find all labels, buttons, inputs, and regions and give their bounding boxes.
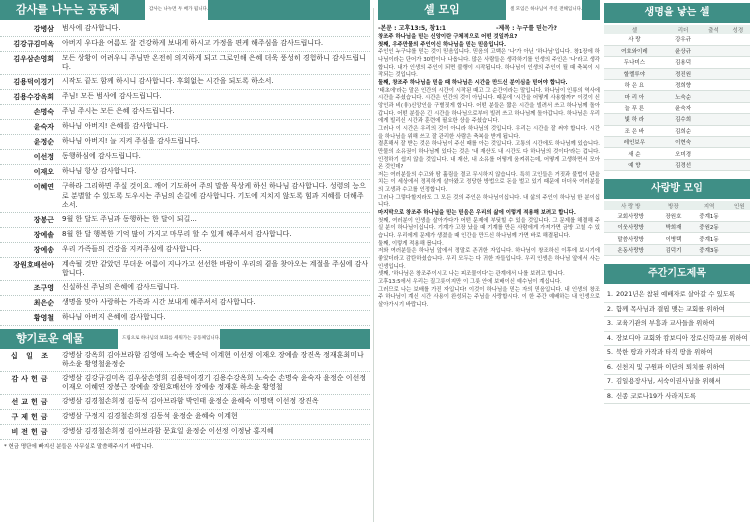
offering-names: 강병삼 구정지 김경철손희정 김동석 윤정순 윤혜숙 이계현 bbox=[62, 412, 238, 421]
thanks-row bbox=[0, 150, 370, 165]
offering-row bbox=[0, 349, 370, 372]
prayer-title: 주간기도제목 bbox=[604, 264, 750, 284]
offering-row bbox=[0, 425, 370, 440]
life-cell-cell bbox=[701, 68, 725, 79]
thanks-section-title: 감사를 나누는 공동체 bbox=[16, 3, 120, 16]
life-cell-cell: 윤숙자 bbox=[665, 102, 702, 113]
thanks-row bbox=[0, 311, 370, 326]
life-cell-cell bbox=[701, 159, 725, 170]
love-room-cell: 중계3동 bbox=[689, 244, 728, 255]
thanks-text: 생명을 맞아 사랑하는 가족과 시간 보내게 해주셔서 감사합니다. bbox=[62, 298, 256, 307]
life-cell-header: 셀 bbox=[604, 25, 665, 34]
offering-label: 감사헌금 bbox=[11, 375, 51, 384]
prayer-text: 신천지 및 구원파 이단의 퇴치를 위하여 bbox=[616, 362, 725, 371]
thanks-name: 장원호배선아 bbox=[13, 261, 54, 270]
life-cell-cell: 마 리 아 bbox=[604, 91, 665, 102]
thanks-section-banner bbox=[0, 0, 370, 20]
life-cell-cell: 늘 푸 른 bbox=[604, 102, 665, 113]
love-room-row bbox=[604, 210, 750, 221]
offering-list bbox=[0, 349, 370, 452]
life-cell-cell: 노숙순 bbox=[665, 91, 702, 102]
life-cell-cell bbox=[701, 91, 725, 102]
thanks-row bbox=[0, 22, 370, 37]
prayer-item bbox=[604, 332, 750, 347]
love-room-cell: 중계1동 bbox=[689, 210, 728, 221]
love-room-cell: 장원호 bbox=[657, 210, 689, 221]
thanks-text: 아버지 우다윤 여름도 잘 건강하게 보내게 하시고 가정을 편케 해주심을 감사드립니다. bbox=[62, 39, 324, 47]
sermon-body bbox=[378, 34, 600, 310]
life-cell-cell: 새 순 bbox=[604, 148, 665, 159]
thanks-name: 이혜연 bbox=[33, 183, 54, 192]
love-room-header: 사 랑 방 bbox=[604, 201, 657, 210]
life-cell-cell: 사 랑 bbox=[604, 34, 665, 45]
life-cell-header: 리더 bbox=[665, 25, 702, 34]
love-room-cell: 중원2동 bbox=[689, 222, 728, 233]
life-cell-row bbox=[604, 125, 750, 136]
love-room-cell: 김덕기 bbox=[657, 244, 689, 255]
column-divider bbox=[373, 8, 374, 522]
life-cell-cell: 할렐루야 bbox=[604, 68, 665, 79]
prayer-number: 8. bbox=[606, 391, 613, 400]
thanks-name: 강병삼 bbox=[33, 25, 54, 33]
thanks-row bbox=[0, 296, 370, 311]
life-cell-header: 출석 bbox=[701, 25, 725, 34]
offering-row bbox=[0, 372, 370, 395]
life-cell-cell: 윤상규 bbox=[665, 45, 702, 56]
prayer-item bbox=[604, 317, 750, 332]
life-cell-cell bbox=[726, 45, 750, 56]
sermon-paragraph: 둘째, 이렇게 적용해 봅니다. bbox=[378, 240, 444, 247]
life-cell-row bbox=[604, 137, 750, 148]
offering-section-banner bbox=[0, 329, 370, 349]
prayer-number: 2. bbox=[606, 304, 613, 313]
life-cell-cell bbox=[701, 114, 725, 125]
cell-meeting-title: 셀 모임 bbox=[424, 3, 460, 16]
life-cell-cell bbox=[701, 80, 725, 91]
life-cell-cell bbox=[726, 102, 750, 113]
life-cell-row bbox=[604, 57, 750, 68]
life-cell-cell: 예 향 bbox=[604, 159, 665, 170]
thanks-name: 장예솔 bbox=[33, 231, 54, 240]
prayer-number: 4. bbox=[606, 333, 613, 342]
life-cell-cell bbox=[726, 125, 750, 136]
life-cell-cell bbox=[701, 137, 725, 148]
cell-meeting-note: 셀 모임은 하나님이 주신 전해입니다. bbox=[506, 0, 582, 20]
love-room-title: 사랑방 모임 bbox=[604, 179, 750, 199]
thanks-name: 윤정순 bbox=[33, 138, 54, 147]
thanks-name: 조구영 bbox=[33, 284, 54, 293]
thanks-row bbox=[0, 243, 370, 258]
thanks-name: 황영철 bbox=[33, 314, 54, 323]
thanks-name: 김강규김미옥 bbox=[13, 40, 54, 48]
thanks-name: 손명숙 bbox=[33, 108, 54, 117]
life-cell-cell: 레인보우 bbox=[604, 137, 665, 148]
prayer-number: 5. bbox=[606, 348, 613, 357]
thanks-name: 김용덕이경기 bbox=[13, 78, 54, 87]
thanks-row bbox=[0, 120, 370, 135]
offering-names: 강병삼 김경철손희정 김동석 김아브라함 박인태 윤정순 윤혜숙 이명택 이선정 장진옥 bbox=[62, 397, 319, 406]
life-cell-cell bbox=[701, 34, 725, 45]
life-cell-row bbox=[604, 114, 750, 125]
thanks-row bbox=[0, 37, 370, 52]
life-cell-cell: 여호와이레 bbox=[604, 45, 665, 56]
prayer-text: 장보디아 교회와 캄보디아 장로신학교를 위하여 bbox=[616, 333, 748, 342]
life-cell-row bbox=[604, 102, 750, 113]
prayer-text: 교육기관의 부흥과 교사들을 위하여 bbox=[616, 319, 715, 328]
thanks-text: 우리 가족들의 건강을 지켜주심에 감사합니다. bbox=[62, 245, 202, 254]
prayer-number: 1. bbox=[606, 290, 613, 299]
sermon-paragraph: 그러므로 나는 보배를 가진 자입니다! 이것이 하나님을 믿는 자의 믿음입니다. 내 인생의 창조주 하나님이 계신 시간 사용이 완성되는 주님을 사랑합시다. 이 한 주간 예배하는 내 인생으로 살아가시기 바랍니다. bbox=[378, 286, 600, 308]
offering-label: 구제헌금 bbox=[11, 413, 51, 422]
life-cell-cell: 정진원 bbox=[665, 68, 702, 79]
thanks-row bbox=[0, 105, 370, 120]
offering-row bbox=[0, 410, 370, 425]
offering-names: 강병삼 김경철손희정 김아브라함 문효일 윤정순 이선정 이정남 홍지혜 bbox=[62, 427, 274, 436]
offering-label: 비전헌금 bbox=[11, 428, 51, 437]
life-cell-cell bbox=[726, 57, 750, 68]
thanks-text: 9월 한 달도 주님과 동행하는 한 달이 되길... bbox=[62, 215, 197, 224]
life-cell-cell bbox=[726, 114, 750, 125]
life-cell-cell bbox=[726, 68, 750, 79]
love-room-row bbox=[604, 244, 750, 255]
offering-label: 십 일 조 bbox=[10, 352, 52, 361]
sermon-paragraph: 고후13:5에서 우리는 질그릇이지만 이 그릇 안에 보배이신 예수님이 계십니다. bbox=[378, 279, 562, 285]
offering-section-title: 향기로운 예물 bbox=[16, 332, 84, 346]
thanks-name: 최은순 bbox=[33, 299, 54, 308]
life-cell-row bbox=[604, 159, 750, 170]
love-room-cell bbox=[729, 222, 750, 233]
thanks-text: 신실하신 주님의 은혜에 감사드립니다. bbox=[62, 283, 180, 292]
life-cell-cell: 강우규 bbox=[665, 34, 702, 45]
thanks-name: 김용수강옥희 bbox=[13, 93, 54, 102]
life-cell-cell: 조 은 바 bbox=[604, 125, 665, 136]
love-room-table bbox=[604, 201, 750, 256]
life-cell-row bbox=[604, 80, 750, 91]
sermon-paragraph: 그러나 그렇다할지라도 그 모든 것의 주인은 하나님이십니다. 내 삶의 주인이 하나님 한 분이십니다. bbox=[378, 194, 600, 209]
thanks-text: 모든 상황이 어려우니 주님만 온전히 의지하게 되고 그로인해 은혜 더욱 풍성히 경험하니 감사드립니다. bbox=[62, 54, 366, 72]
thanks-row bbox=[0, 165, 370, 180]
thanks-text: 주님 주시는 모든 은혜 감사드립니다. bbox=[62, 107, 175, 116]
life-cell-cell bbox=[726, 34, 750, 45]
love-room-row bbox=[604, 222, 750, 233]
prayer-text: 김일용장사님, 서숙이권사님을 위해서 bbox=[616, 377, 721, 386]
sermon-paragraph: 저와 여러분들은 하나님 앞에서 정말로 존귀한 자입니다. 하나님이 창조하신 이후에 보시기에 좋았더라고 감탄하셨습니다. 우리 모두는 다 귀한 자들입니다. 우리 인생은 하나님 앞에서 사는 인생입니다. bbox=[378, 248, 600, 270]
right-column bbox=[604, 0, 750, 530]
love-room-cell bbox=[729, 210, 750, 221]
love-room-cell bbox=[729, 244, 750, 255]
thanks-text: 계속될 것만 같았던 무더운 여름이 지나가고 선선한 바람이 우리의 곁을 찾아오는 계절을 주심에 감사합니다. bbox=[62, 260, 369, 278]
sermon-passage: -본문 : 고후13:5, 창1:1 bbox=[378, 25, 447, 32]
prayer-item bbox=[604, 303, 750, 318]
thanks-row bbox=[0, 52, 370, 75]
life-cell-cell bbox=[701, 125, 725, 136]
life-cell-row bbox=[604, 45, 750, 56]
prayer-text: 신종 코로나19가 사라지도록 bbox=[616, 391, 697, 400]
sermon-heading: 창조주 하나님을 믿는 신앙이란 구체적으로 어떤 것일까요? bbox=[378, 34, 518, 40]
life-cell-cell: 김경선 bbox=[665, 159, 702, 170]
cell-meeting-banner bbox=[378, 0, 600, 20]
thanks-text: 하나님 아버지! 늘 지켜 주심을 감사드립니다. bbox=[62, 137, 200, 146]
thanks-row bbox=[0, 90, 370, 105]
thanks-text: 동행하심에 감사드립니다. bbox=[62, 152, 141, 161]
thanks-text: 하나님 아버지! 은혜를 감사합니다. bbox=[62, 122, 169, 131]
sermon-paragraph: '태초에'라는 말은 인간의 시간이 시작된 때고 그 순간이라는 말입니다. 하나님이 인류의 역사에 시간을 주셨습니다. 시간은 인간의 것이 아닙니다. 때문에 '시간을 어떻게 사용할까?' 이것이 신앙인과 비(非)신앙인을 구별짓게 합니다. 어떤 분들은 짧은 시간을 빌려서 쓰고 하나님께 돌아갑니다. 어떤 분들은 긴 시간을 하나님으로부터 빌려 쓰고 하나님께 돌아갑니다. 하나님은 우리에게 빌리신 시간과 훈련에 필요한 상을 주셨습니다. bbox=[378, 87, 600, 125]
life-cell-row bbox=[604, 34, 750, 45]
sermon-paragraph: 그러나 이 시간은 우리의 것이 아니라 하나님의 것입니다. 우리는 시간을 잘 써야 합니다. 시간을 하나님을 위해 쓰고 잘 관리한 사람은 축복을 받게 됩니다. bbox=[378, 125, 600, 140]
prayer-item bbox=[604, 390, 750, 405]
offering-footnote: * 헌금 명단에 빠지신 분들은 사무실로 말씀해주시기 바랍니다. bbox=[4, 444, 154, 451]
thanks-row bbox=[0, 213, 370, 228]
sermon-header bbox=[378, 23, 600, 32]
thanks-row bbox=[0, 258, 370, 281]
thanks-name: 이선정 bbox=[33, 153, 54, 162]
thanks-name: 이재오 bbox=[33, 168, 54, 177]
life-cell-cell: 하 은 요 bbox=[604, 80, 665, 91]
middle-column bbox=[378, 0, 600, 530]
life-cell-cell bbox=[726, 91, 750, 102]
sermon-paragraph: 결혼해서 잘 받는 것은 하나님이 주신 때를 아는 것입니다. 고통의 시간에도 하나님께 있습니다. 만물의 소유권이 하나님께 있다는 것은 '내 재산도 내 시간도 다 하나님의 것이다'라는 겁니다. 인정하기 쉽지 않을 것입니다. 내 재산, 내 소유를 어떻게 움켜쥐는데, 어떻게 고생하면서 모아 온 것인데? bbox=[378, 141, 600, 171]
thanks-list bbox=[0, 22, 370, 326]
life-cell-header: 성경 bbox=[726, 25, 750, 34]
love-room-cell bbox=[729, 233, 750, 244]
life-cell-cell: 정희향 bbox=[665, 80, 702, 91]
life-cell-cell bbox=[726, 148, 750, 159]
thanks-text: 시작도 끝도 함께 하시니 감사합니다. 후회없는 시간을 되도록 하소서. bbox=[62, 77, 274, 86]
life-cell-cell: 빛 하 라 bbox=[604, 114, 665, 125]
thanks-text: 하나님 항상 감사합니다. bbox=[62, 167, 137, 176]
thanks-section-note: 감사는 나누면 두 배가 됩니다. bbox=[145, 0, 208, 20]
thanks-text: 주님! 모든 범사에 감사드립니다. bbox=[62, 92, 162, 101]
life-cell-cell: 김용덕 bbox=[665, 57, 702, 68]
sermon-paragraph: 주인인 누구냐를 믿는 것이 믿음입니다. 믿음의 고백은 '나'가 아닌 '하나님'입니다. 창1장에 하나님이라는 단어가 30번이나 나옵니다. 많은 사람들은 생각하기를 인생의 주인은 '나'라고 생각합니다. 내가 인생의 주인이 되면 불행이 시작됩니다. 하나님이 인생의 주인이 될 때 축복이 시작되는 것입니다. bbox=[378, 49, 600, 79]
prayer-item bbox=[604, 346, 750, 361]
sermon-paragraph: 첫째, 여러분이 인생을 살아가다가 어떤 문제에 부딪힐 수 있을 것입니다. 그 문제를 해결해 주실 분이 하나님이십니다. 기계가 고장 났을 때 기계를 만든 사람에게 가져가면 금방 고칠 수 있습니다. 우리에게 문제가 생겼을 때 인간을 만드신 하나님께 가면 바로 해결됩니다. bbox=[378, 217, 600, 240]
thanks-text: 하나님 아버지 은혜에 감사합니다. bbox=[62, 313, 166, 322]
love-room-cell: 이병택 bbox=[657, 233, 689, 244]
love-room-cell: 말씀사랑방 bbox=[604, 233, 657, 244]
thanks-name: 장예송 bbox=[33, 246, 54, 255]
life-cell-cell: 김수희 bbox=[665, 114, 702, 125]
prayer-number: 7. bbox=[606, 377, 613, 386]
life-cell-cell bbox=[701, 57, 725, 68]
life-cell-cell bbox=[701, 45, 725, 56]
sermon-paragraph: 셋째, '하나님은 창조주이시고 나는 피조물이다'는 관계에서 나를 보려고 합니다. bbox=[378, 271, 565, 278]
thanks-name: 윤숙자 bbox=[33, 123, 54, 132]
life-cell-title: 생명을 낳는 셀 bbox=[604, 3, 750, 23]
love-room-cell: 온동사랑방 bbox=[604, 244, 657, 255]
prayer-number: 6. bbox=[606, 362, 613, 371]
life-cell-row bbox=[604, 68, 750, 79]
prayer-item bbox=[604, 288, 750, 303]
thanks-row bbox=[0, 75, 370, 90]
offering-section-note: 드림으로 하나님의 보화를 세워가는 공동체입니다. bbox=[118, 329, 220, 349]
left-column bbox=[0, 0, 370, 530]
sermon-heading: 첫째, 우주만물의 주인이신 하나님을 믿는 믿음입니다. bbox=[378, 41, 507, 48]
love-room-cell: 중계1동 bbox=[689, 233, 728, 244]
love-room-cell: 교회사랑방 bbox=[604, 210, 657, 221]
prayer-item bbox=[604, 375, 750, 390]
sermon-heading: 마지막으로 창조주 하나님을 믿는 믿음은 우리의 삶에 이렇게 적용해 보려고 합니다. bbox=[378, 210, 576, 217]
thanks-name: 김우삼손영희 bbox=[13, 55, 54, 63]
life-cell-cell: 두나미스 bbox=[604, 57, 665, 68]
prayer-list bbox=[604, 288, 750, 404]
thanks-text: 구하라 그리하면 주실 것이요. 깨어 기도하여 주의 말씀 묵상케 하신 하나님 감사합니다. 성령의 능으로 분별할 수 있도록 도우시는 주님의 손길에 감사합니다. 기도에 지치지 않도록 힘과 지혜를 더해주소서. bbox=[62, 182, 366, 209]
life-cell-row bbox=[604, 148, 750, 159]
thanks-text: 8월 한 달 행복한 기억 많이 가지고 마무리 할 수 있게 해주셔서 감사합니다. bbox=[62, 230, 292, 239]
offering-names: 강병삼 김강규김미옥 김우삼손영희 김용덕이경기 김용수강옥희 노숙순 손명숙 윤숙자 윤정순 이선정 이재오 이혜연 장봉근 장예솔 장원호배선아 장예송 정재훈 하소윤 황영철 bbox=[62, 374, 367, 392]
sermon-heading: 둘째, 창조주 하나님을 믿을 때 하나님은 시간을 만드신 분이심을 믿어야 합니다. bbox=[378, 79, 568, 86]
love-room-header: 지역 bbox=[689, 201, 728, 210]
prayer-text: 함께 목사님과 결핍 맺는 교회를 위하여 bbox=[616, 304, 725, 313]
life-cell-cell bbox=[726, 80, 750, 91]
life-cell-table bbox=[604, 25, 750, 171]
life-cell-row bbox=[604, 91, 750, 102]
life-cell-cell bbox=[701, 102, 725, 113]
life-cell-cell: 이현숙 bbox=[665, 137, 702, 148]
sermon-paragraph: 저는 여러분들의 수고와 땀 흘림을 결코 무시하지 않습니다. 특히 고인들은 거짓과 불법이 판을 치는 이 세상에서 정직하게 살아왔고 정당한 방법으로 돈을 벌고 있기 때문에 더더욱 여러분들의 고생과 수고를 인정합니다. bbox=[378, 171, 600, 194]
thanks-name: 장봉근 bbox=[33, 216, 54, 225]
thanks-row bbox=[0, 228, 370, 243]
love-room-header: 인원 bbox=[729, 201, 750, 210]
life-cell-cell bbox=[701, 148, 725, 159]
offering-row bbox=[0, 395, 370, 410]
offering-names: 강병삼 강옥희 김아브라함 김영애 노숙순 백순덕 이계현 이선정 이재오 장예솔 장진옥 정재훈최미나 하소윤 황영철윤정순 bbox=[62, 351, 364, 369]
thanks-row bbox=[0, 180, 370, 213]
prayer-text: 북한 땅과 카작과 타직 땅을 위하여 bbox=[616, 348, 713, 357]
life-cell-cell: 김희순 bbox=[665, 125, 702, 136]
love-room-row bbox=[604, 233, 750, 244]
prayer-item bbox=[604, 361, 750, 376]
life-cell-cell bbox=[726, 137, 750, 148]
prayer-text: 2021년은 참된 예배자로 살아갈 수 있도록 bbox=[616, 290, 736, 299]
love-room-cell: 이웃사랑방 bbox=[604, 222, 657, 233]
sermon-topic: -제목 : 누구를 믿는가? bbox=[496, 25, 558, 32]
offering-label: 선교헌금 bbox=[11, 398, 51, 407]
life-cell-cell: 오미경 bbox=[665, 148, 702, 159]
life-cell-cell bbox=[726, 159, 750, 170]
prayer-number: 3. bbox=[606, 319, 613, 328]
love-room-cell: 박희재 bbox=[657, 222, 689, 233]
thanks-text: 범사에 감사합니다. bbox=[62, 24, 121, 32]
love-room-header: 방장 bbox=[657, 201, 689, 210]
thanks-row bbox=[0, 135, 370, 150]
thanks-row bbox=[0, 281, 370, 296]
